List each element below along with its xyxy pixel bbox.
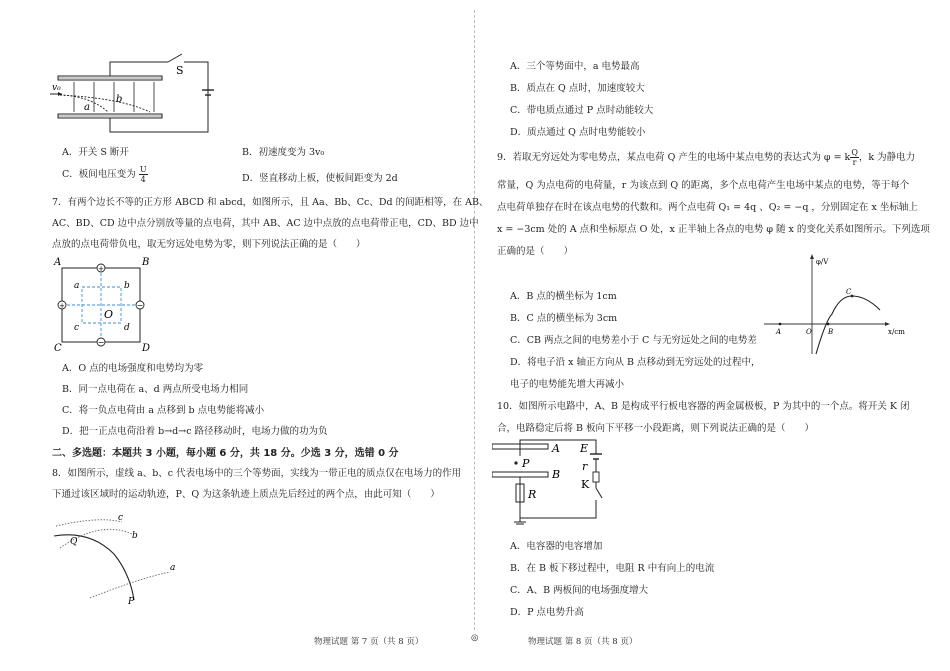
q10-label-E: E [580, 442, 589, 455]
q7-option-a: A．O 点的电场强度和电势均为零 [62, 363, 204, 374]
q7-label-b: b [124, 281, 130, 291]
q9-point-O: O [806, 328, 812, 336]
q10-label-A: A [552, 442, 560, 455]
q7-label-B: B [142, 257, 150, 268]
q8-line-2: 下通过该区域时的运动轨迹，P、Q 为这条轨迹上质点先后经过的两个点，由此可知（ ） [52, 489, 440, 500]
q6-option-d: D．竖直移动上板，使板间距变为 2d [242, 173, 398, 184]
section-2-heading: 二、多选题：本题共 3 小题，每小题 6 分，共 18 分。少选 3 分，选错 0 分 [52, 448, 399, 459]
q10-option-b: B．在 B 板下移过程中，电阻 R 中有向上的电流 [510, 563, 715, 574]
q9-point-B: B [828, 328, 834, 336]
svg-text:−: − [136, 301, 144, 310]
q10-label-B: B [552, 468, 561, 481]
q7-option-d: D．把一正点电荷沿着 b→d→c 路径移动时，电场力做的功为负 [62, 426, 328, 437]
q7-label-O: O [104, 308, 114, 321]
svg-text:−: − [97, 338, 105, 347]
q9-line-1-pre: 9．若取无穷远处为零电势点，某点电荷 Q 产生的电场中某点电势的表达式为 φ = k [497, 152, 851, 163]
q9-frac-den: r [852, 158, 857, 167]
q9-option-a: A．B 点的横坐标为 1cm [510, 291, 617, 302]
q10-line-2: 合，电路稳定后将 B 板向下平移一小段距离，则下列说法正确的是（ ） [497, 423, 815, 434]
q8-label-b: b [132, 531, 138, 541]
q7-line-2: AC、BD、CD 边中点分别放等量的点电荷，其中 AB、AC 边中点放的点电荷带正电，CD、BD 边中 [52, 218, 479, 229]
q10-label-P: P [522, 457, 530, 470]
q9-line-1 [497, 148, 915, 167]
svg-text:+: + [59, 302, 65, 310]
q10-circuit-figure [492, 436, 622, 526]
q8-label-a: a [170, 563, 176, 573]
q6-frac-num: U [139, 165, 147, 174]
q9-line-3: 点电荷单独存在时在该点电势的代数和。两个点电荷 Q₁ = 4q 、Q₂ = −q ，分别固定在 x 坐标轴上 [497, 202, 918, 213]
footer-page-8: 物理试题 第 8 页（共 8 页） [528, 637, 638, 647]
q9-point-A: A [776, 328, 782, 336]
q8-label-Q: Q [70, 537, 78, 547]
q9-frac-num: Q [851, 148, 858, 157]
q7-label-d: d [124, 323, 130, 333]
footer-center-mark: ◎ [471, 633, 479, 643]
q8-line-1: 8．如图所示，虚线 a、b、c 代表电场中的三个等势面，实线为一带正电的质点仅在电场力的作用 [52, 468, 462, 479]
q6-option-c-text: C．板间电压变为 [62, 169, 136, 180]
q9-line-5: 正确的是（ ） [497, 246, 574, 257]
q9-line-2: 常量，Q 为点电荷的电荷量，r 为该点到 Q 的距离，多个点电荷产生电场中某点的电势，等于每个 [497, 180, 910, 191]
v0-label: v₀ [52, 83, 61, 93]
q7-label-c: c [74, 323, 80, 333]
q9-option-c: C．CB 两点之间的电势差小于 C 与无穷远处之间的电势差 [510, 335, 757, 346]
q8-label-P: P [128, 597, 135, 607]
q7-line-3: 点放的点电荷带负电，取无穷远处电势为零，则下列说法正确的是（ ） [52, 239, 366, 250]
label-a: a [84, 102, 90, 113]
q6-option-b: B．初速度变为 3v₀ [242, 147, 325, 158]
q9-point-C: C [846, 288, 852, 296]
q7-line-1: 7．有两个边长不等的正方形 ABCD 和 abcd，如图所示，且 Aa、Bb、Cc、Dd 的间距相等，在 AB、 [52, 197, 489, 208]
q9-option-d: D．将电子沿 x 轴正方向从 B 点移动到无穷远处的过程中， [510, 357, 761, 368]
q6-option-c [62, 165, 148, 184]
q9-option-b: B．C 点的横坐标为 3cm [510, 313, 618, 324]
q10-option-a: A．电容器的电容增加 [510, 541, 603, 552]
q10-option-d: D．P 点电势升高 [510, 607, 585, 618]
svg-text:+: + [98, 265, 104, 273]
q9-option-d-cont: 电子的电势能先增大再减小 [510, 379, 625, 390]
q7-square-figure [52, 256, 156, 352]
q6-option-c-fraction [139, 165, 148, 184]
q7-option-b: B．同一点电荷在 a、d 两点所受电场力相同 [62, 384, 249, 395]
q10-label-K: K [581, 478, 590, 491]
footer-page-7: 物理试题 第 7 页（共 8 页） [314, 637, 424, 647]
page-divider [474, 10, 475, 630]
q6-frac-den: 4 [140, 175, 146, 184]
q10-option-c: C．A、B 两板间的电场强度增大 [510, 585, 649, 596]
q8-equipotential-figure [50, 508, 190, 608]
q7-label-D: D [142, 343, 151, 352]
q8-option-d: D．质点通过 Q 点时电势能较小 [510, 127, 646, 138]
q9-xlabel: x/cm [888, 328, 905, 336]
q9-potential-graph [762, 250, 912, 358]
q8-label-c: c [118, 513, 124, 523]
q9-ylabel: φ/V [816, 258, 829, 266]
q6-option-a: A．开关 S 断开 [62, 147, 129, 158]
q8-option-a: A．三个等势面中，a 电势最高 [510, 61, 640, 72]
q7-label-C: C [54, 343, 62, 352]
q8-option-c: C．带电质点通过 P 点时动能较大 [510, 105, 654, 116]
q9-line-1-post: ，k 为静电力 [858, 152, 916, 163]
switch-label: S [176, 64, 184, 77]
capacitor-deflection-figure [50, 48, 220, 136]
q10-label-R: R [528, 488, 537, 501]
q8-option-b: B．质点在 Q 点时，加速度较大 [510, 83, 645, 94]
q7-label-a: a [74, 281, 80, 291]
q10-label-r: r [582, 460, 588, 473]
q7-option-c: C．将一负点电荷由 a 点移到 b 点电势能将减小 [62, 405, 265, 416]
q7-label-A: A [54, 257, 62, 268]
q10-line-1: 10．如图所示电路中，A、B 是构成平行板电容器的两金属极板，P 为其中的一个点。将开关 K 闭 [497, 401, 910, 412]
q9-line-4: x = −3cm 处的 A 点和坐标原点 O 处，x 正半轴上各点的电势 φ 随 x 的变化关系如图所示。下列选项 [497, 224, 930, 235]
label-b: b [116, 94, 123, 105]
q9-fraction [850, 148, 859, 167]
